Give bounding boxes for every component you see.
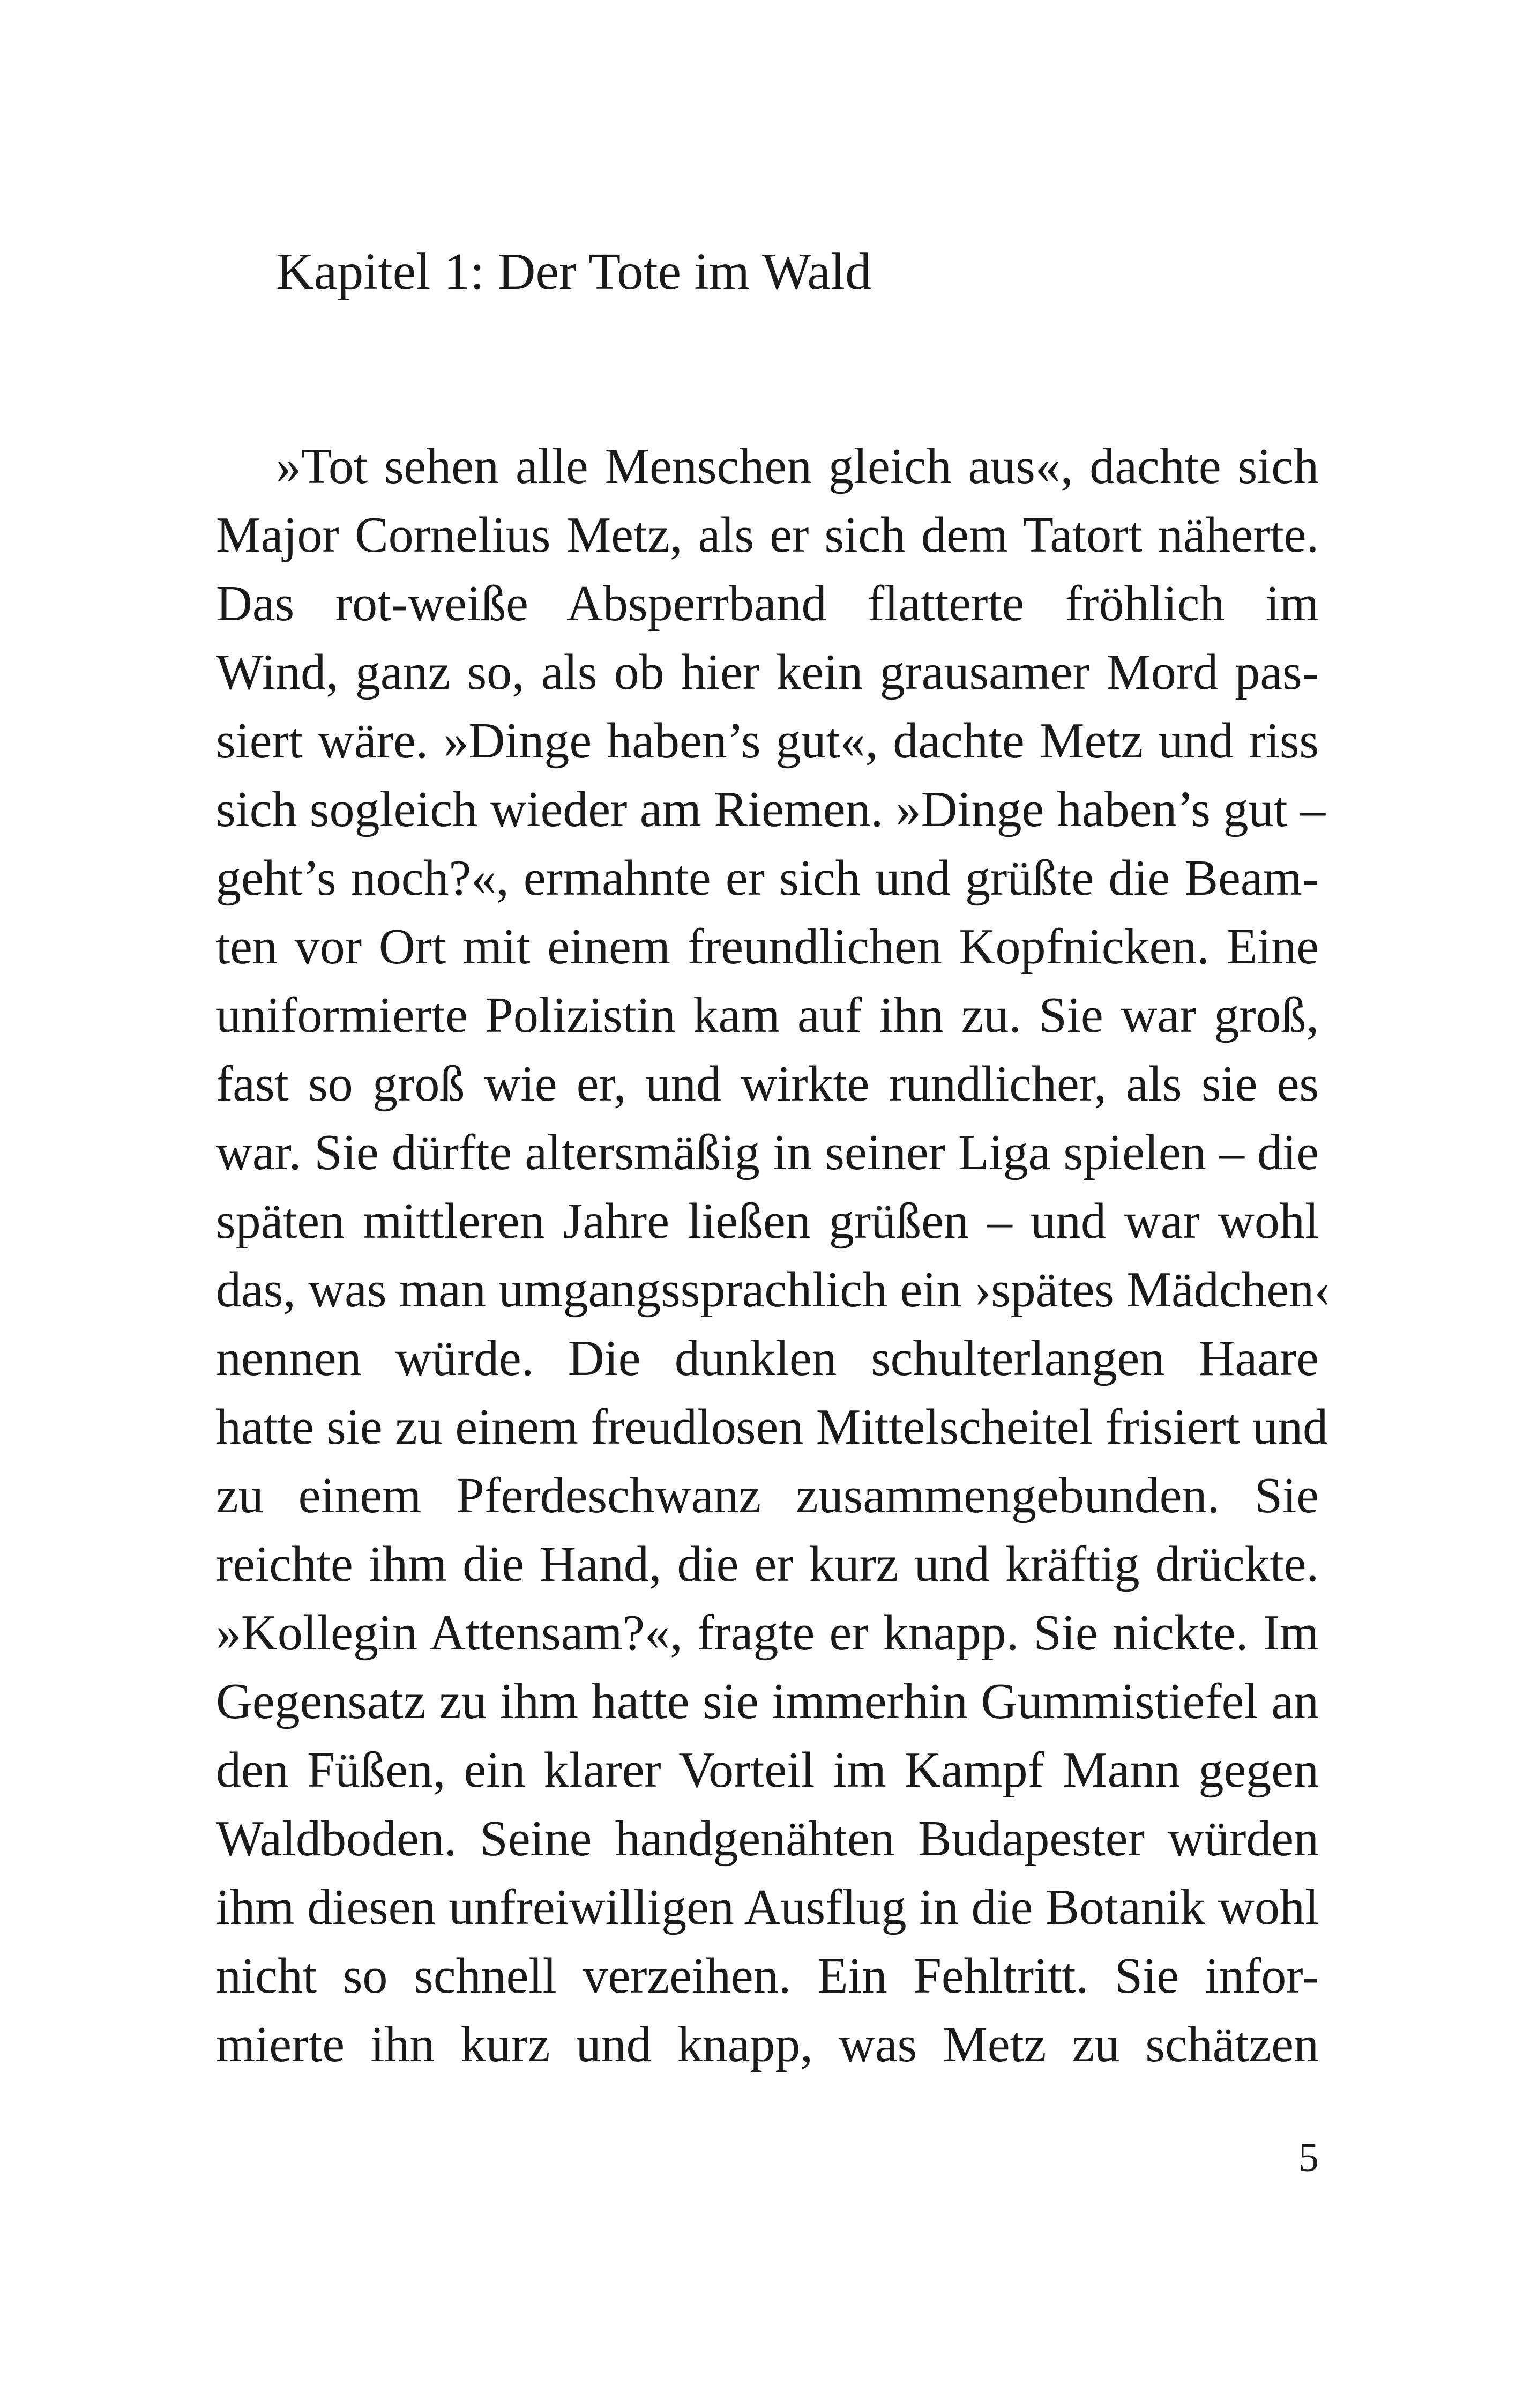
- chapter-title: Kapitel 1: Der Tote im Wald: [276, 243, 872, 301]
- text-line: das, was man umgangssprachlich ein ›spätes Mädchen‹: [216, 1262, 1331, 1318]
- text-line: hatte sie zu einem freudlosen Mittelscheitel frisiert und: [216, 1399, 1328, 1455]
- text-line: nennen würde. Die dunklen schulterlangen Haare: [216, 1331, 1319, 1386]
- text-line: ihm diesen unfreiwilligen Ausflug in die Botanik wohl: [216, 1879, 1319, 1935]
- text-line: mierte ihn kurz und knapp, was Metz zu schätzen: [216, 2017, 1319, 2072]
- text-line: reichte ihm die Hand, die er kurz und kräftig drückte.: [216, 1536, 1319, 1592]
- text-line: Waldboden. Seine handgenähten Budapester würden: [216, 1811, 1319, 1867]
- text-line: nicht so schnell verzeihen. Ein Fehltritt. Sie infor-: [216, 1948, 1319, 2004]
- text-line: zu einem Pferdeschwanz zusammengebunden. Sie: [216, 1468, 1319, 1523]
- text-line: fast so groß wie er, und wirkte rundlicher, als sie es: [216, 1056, 1319, 1112]
- text-line: Gegensatz zu ihm hatte sie immerhin Gummistiefel an: [216, 1674, 1319, 1729]
- body-paragraph: [216, 432, 1331, 2079]
- text-line: »Kollegin Attensam?«, fragte er knapp. Sie nickte. Im: [216, 1605, 1319, 1661]
- text-line: geht’s noch?«, ermahnte er sich und grüßte die Beam-: [216, 850, 1319, 906]
- text-line: »Tot sehen alle Menschen gleich aus«, dachte sich: [276, 439, 1319, 494]
- text-line: den Füßen, ein klarer Vorteil im Kampf Mann gegen: [216, 1742, 1319, 1798]
- text-line: Wind, ganz so, als ob hier kein grausamer Mord pas-: [216, 644, 1319, 700]
- text-line: späten mittleren Jahre ließen grüßen – und war wohl: [216, 1193, 1319, 1249]
- text-line: sich sogleich wieder am Riemen. »Dinge haben’s gut –: [216, 782, 1326, 837]
- text-line: Das rot-weiße Absperrband flatterte fröhlich im: [216, 576, 1319, 631]
- text-line: uniformierte Polizistin kam auf ihn zu. Sie war groß,: [216, 987, 1319, 1043]
- text-line: war. Sie dürfte altersmäßig in seiner Liga spielen – die: [216, 1125, 1319, 1180]
- text-line: Major Cornelius Metz, als er sich dem Tatort näherte.: [216, 507, 1319, 563]
- text-line: ten vor Ort mit einem freundlichen Kopfnicken. Eine: [216, 919, 1319, 975]
- text-line: siert wäre. »Dinge haben’s gut«, dachte Metz und riss: [216, 713, 1319, 769]
- page-number: 5: [1298, 2135, 1319, 2180]
